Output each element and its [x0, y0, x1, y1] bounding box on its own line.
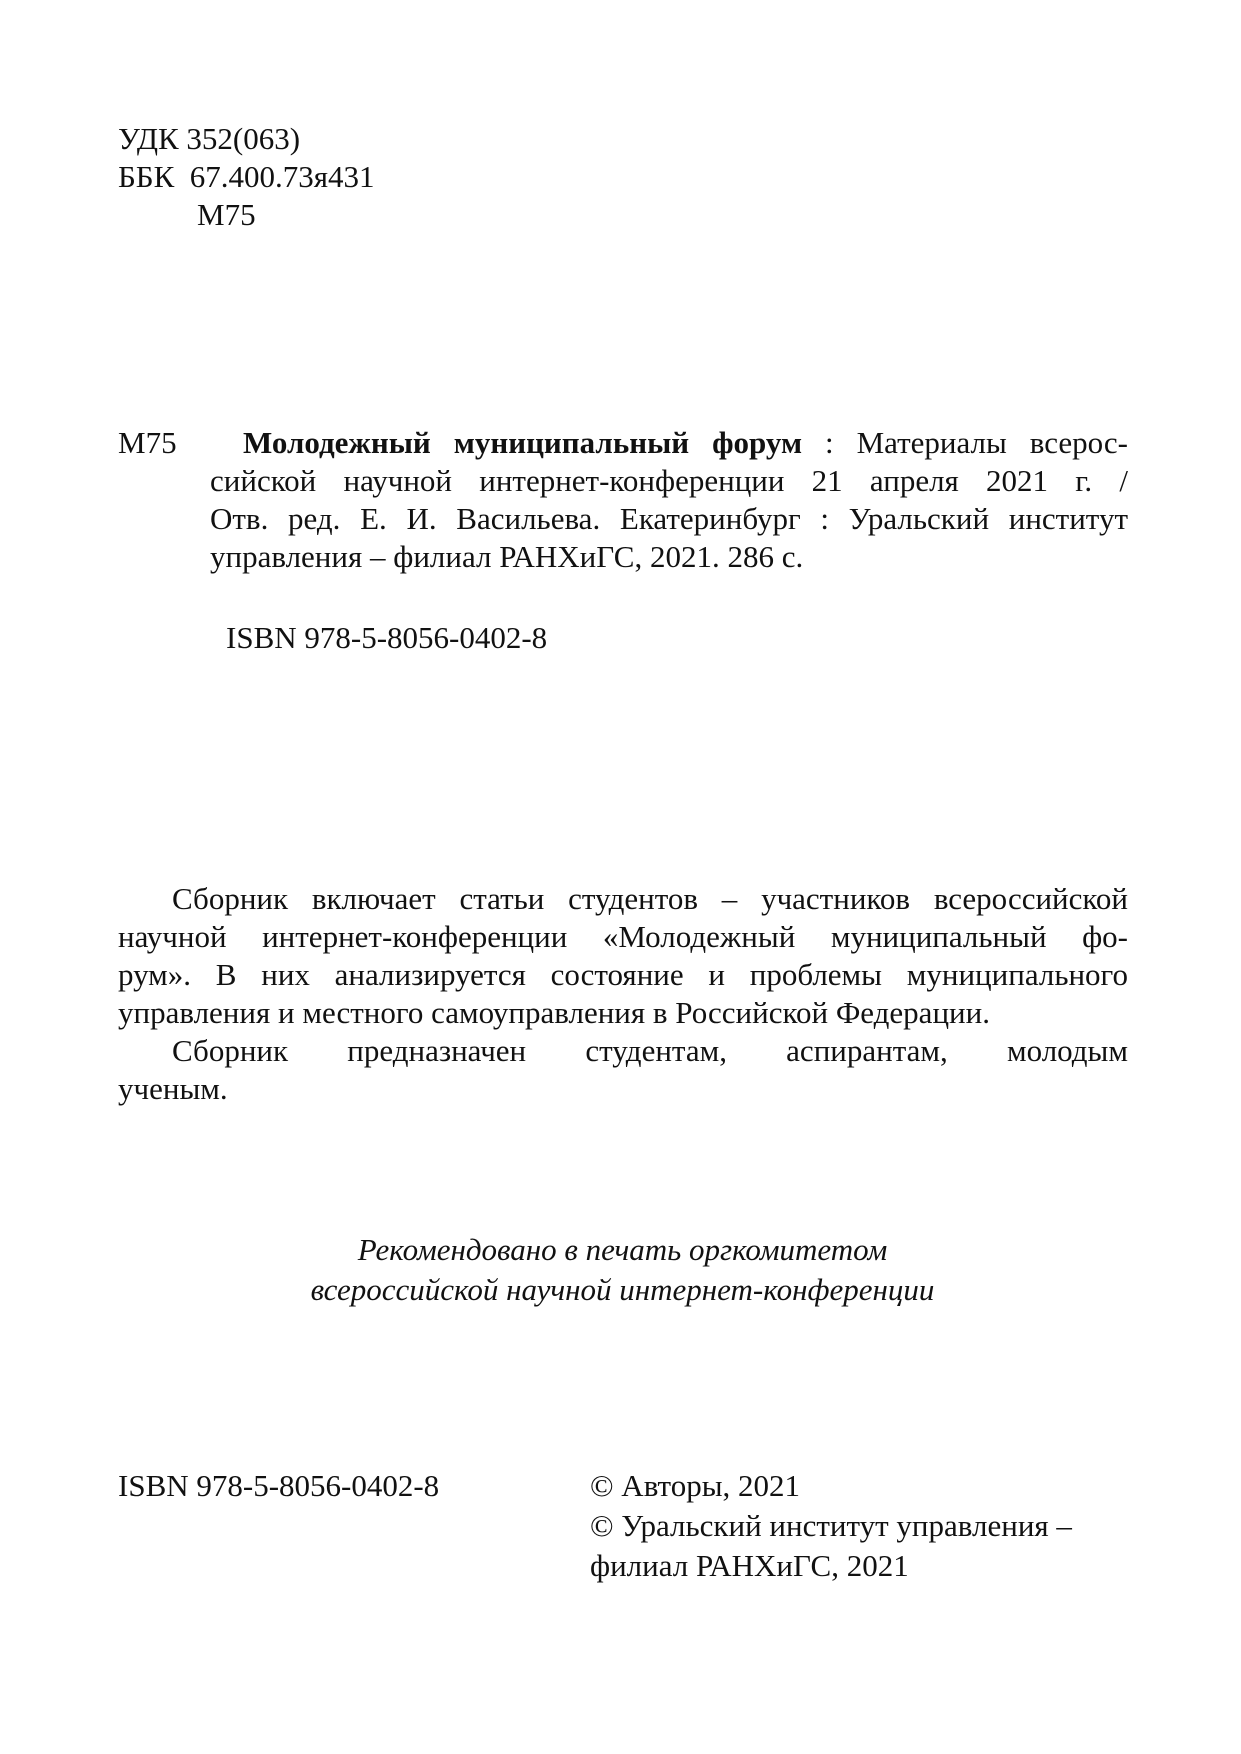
entry-line-3: Отв. ред. Е. И. Васильева. Екатеринбург : Уральский институт	[210, 501, 1128, 536]
copyright-institute-cont: филиал РАНХиГС, 2021	[590, 1548, 909, 1583]
annotation	[118, 880, 1128, 1108]
entry-line-1	[210, 424, 1128, 462]
entry-author-mark: М75	[118, 425, 177, 460]
annotation-line: научной интернет-конференции «Молодежный муниципальный фо-	[118, 919, 1128, 954]
copyright-authors: © Авторы, 2021	[590, 1468, 801, 1503]
annotation-line: управления и местного самоуправления в Российской Федерации.	[118, 995, 990, 1030]
annotation-line: ученым.	[118, 1071, 228, 1106]
annotation-line: рум». В них анализируется состояние и проблемы муниципального	[118, 957, 1128, 992]
copyright-institute: © Уральский институт управления –	[590, 1508, 1072, 1543]
udk-code: УДК 352(063)	[118, 121, 301, 156]
annotation-line: Сборник предназначен студентам, аспирантам, молодым	[172, 1033, 1128, 1068]
entry-subtitle: : Материалы всерос-	[802, 425, 1128, 460]
bbk-code: ББК 67.400.73я431	[118, 159, 375, 194]
entry-line-2: сийской научной интернет-конференции 21 апреля 2021 г. /	[210, 463, 1128, 498]
entry-isbn: ISBN 978-5-8056-0402-8	[226, 620, 548, 655]
author-mark: М75	[197, 197, 256, 232]
recommendation-line-2: всероссийской научной интернет-конференции	[310, 1272, 935, 1307]
bibliographic-entry	[210, 424, 1128, 576]
recommendation-line-1: Рекомендовано в печать оргкомитетом	[357, 1232, 888, 1267]
footer-isbn: ISBN 978-5-8056-0402-8	[118, 1468, 440, 1503]
recommendation	[0, 1231, 1241, 1311]
copyright-block	[590, 1467, 1072, 1587]
book-title: Молодежный муниципальный форум	[243, 425, 803, 460]
annotation-line: Сборник включает статьи студентов – участников всероссийской	[172, 881, 1128, 916]
entry-line-4: управления – филиал РАНХиГС, 2021. 286 с.	[210, 539, 804, 574]
